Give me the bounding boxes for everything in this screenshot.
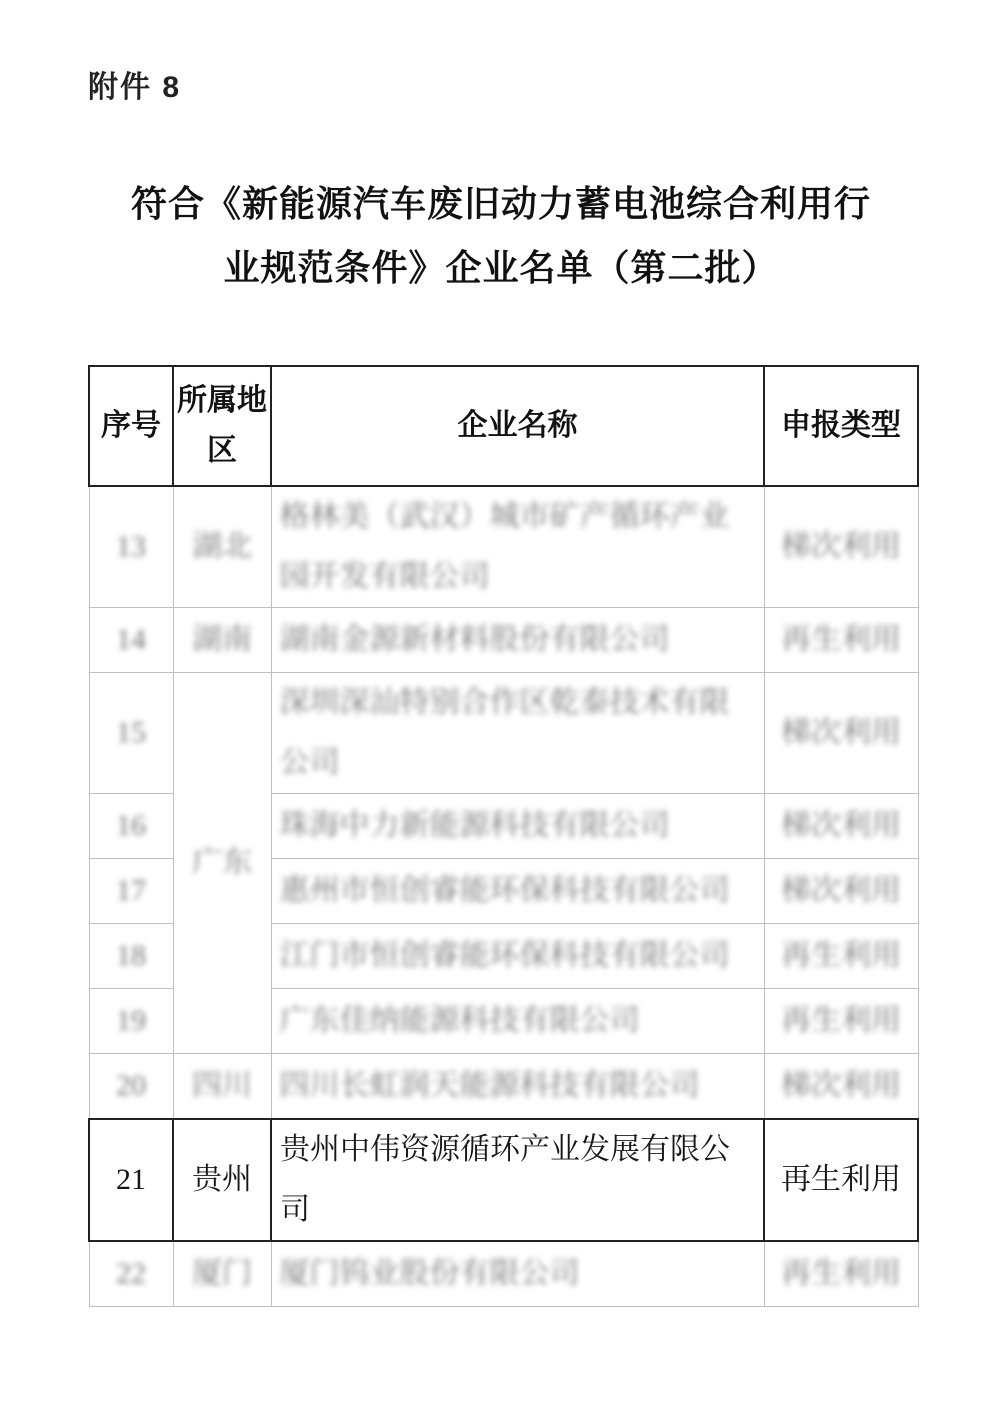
region-cell [173, 1054, 271, 1120]
attachment-label: 附件 8 [88, 71, 182, 104]
region-cell [173, 608, 271, 673]
type-cell-text: 梯次利用 [781, 874, 901, 907]
type-cell-text: 再生利用 [781, 1257, 901, 1290]
type-cell-text: 再生利用 [781, 1163, 901, 1196]
company-cell [271, 673, 764, 794]
company-cell [271, 608, 764, 673]
type-cell [764, 859, 918, 924]
type-cell [764, 924, 918, 989]
table-row [89, 608, 918, 673]
table-header-row [89, 366, 918, 486]
document-title-line2: 业规范条件》企业名单（第二批） [223, 248, 779, 288]
company-cell [271, 1054, 764, 1120]
row-index-cell [89, 486, 173, 608]
type-cell-text: 梯次利用 [781, 809, 901, 842]
company-cell [271, 859, 764, 924]
company-cell-text: 珠海中力新能源科技有限公司 [279, 809, 670, 842]
region-cell-text: 四川 [192, 1069, 252, 1102]
type-cell [764, 1119, 918, 1241]
type-cell-text: 梯次利用 [781, 530, 901, 563]
row-index-cell [89, 859, 173, 924]
company-cell-text: 厦门钨业股份有限公司 [279, 1257, 580, 1290]
row-index-cell-text: 14 [116, 623, 146, 656]
company-cell-text: 深圳深汕特别合作区乾泰技术有限公司 [279, 686, 730, 779]
table-row [89, 1119, 918, 1241]
company-cell-text: 惠州市恒创睿能环保科技有限公司 [279, 874, 730, 907]
table-row [89, 1241, 918, 1307]
company-cell-text: 贵州中伟资源循环产业发展有限公司 [280, 1133, 730, 1226]
row-index-cell-text: 22 [116, 1257, 146, 1290]
company-cell-text: 江门市恒创睿能环保科技有限公司 [279, 939, 730, 972]
row-index-cell-text: 19 [116, 1004, 146, 1037]
table-row [89, 1054, 918, 1120]
region-cell-text: 广东 [192, 846, 252, 879]
company-cell [271, 1241, 764, 1307]
row-index-cell [89, 1054, 173, 1120]
header-company: 企业名称 [271, 366, 764, 486]
row-index-cell-text: 16 [116, 809, 146, 842]
table-row [89, 486, 918, 608]
company-cell-text: 广东佳纳能源科技有限公司 [279, 1004, 640, 1037]
row-index-cell [89, 924, 173, 989]
type-cell [764, 608, 918, 673]
type-cell [764, 794, 918, 859]
row-index-cell-text: 17 [116, 874, 146, 907]
region-cell-text: 湖南 [192, 623, 252, 656]
row-index-cell-text: 13 [116, 530, 146, 563]
row-index-cell-text: 20 [116, 1069, 146, 1102]
row-index-cell [89, 794, 173, 859]
header-type: 申报类型 [764, 366, 918, 486]
company-cell [271, 486, 764, 608]
type-cell [764, 1054, 918, 1120]
enterprise-table [88, 365, 919, 1307]
row-index-cell [89, 1241, 173, 1307]
company-cell [271, 1119, 764, 1241]
region-cell [173, 486, 271, 608]
company-cell-text: 湖南金源新材料股份有限公司 [279, 623, 670, 656]
header-index: 序号 [89, 366, 173, 486]
row-index-cell [89, 608, 173, 673]
company-cell [271, 989, 764, 1054]
company-cell-text: 格林美（武汉）城市矿产循环产业园开发有限公司 [279, 500, 730, 593]
row-index-cell-text: 21 [116, 1163, 146, 1196]
region-cell [173, 1241, 271, 1307]
row-index-cell-text: 15 [116, 716, 146, 749]
region-cell-text: 厦门 [192, 1257, 252, 1290]
type-cell-text: 再生利用 [781, 1004, 901, 1037]
company-cell [271, 794, 764, 859]
company-cell-text: 四川长虹润天能源科技有限公司 [279, 1069, 700, 1102]
type-cell [764, 673, 918, 794]
document-title-line1: 符合《新能源汽车废旧动力蓄电池综合利用行 [130, 184, 871, 224]
region-cell-text: 贵州 [192, 1163, 252, 1196]
region-cell-text: 湖北 [192, 530, 252, 563]
row-index-cell [89, 1119, 173, 1241]
company-cell [271, 924, 764, 989]
type-cell [764, 1241, 918, 1307]
type-cell-text: 梯次利用 [781, 716, 901, 749]
row-index-cell [89, 673, 173, 794]
region-cell [173, 673, 271, 1054]
type-cell-text: 梯次利用 [781, 1069, 901, 1102]
table-row [89, 673, 918, 794]
document-title [0, 172, 1002, 300]
row-index-cell [89, 989, 173, 1054]
type-cell-text: 再生利用 [781, 939, 901, 972]
type-cell-text: 再生利用 [781, 623, 901, 656]
type-cell [764, 989, 918, 1054]
header-region: 所属地区 [173, 366, 271, 486]
row-index-cell-text: 18 [116, 939, 146, 972]
type-cell [764, 486, 918, 608]
region-cell [173, 1119, 271, 1241]
